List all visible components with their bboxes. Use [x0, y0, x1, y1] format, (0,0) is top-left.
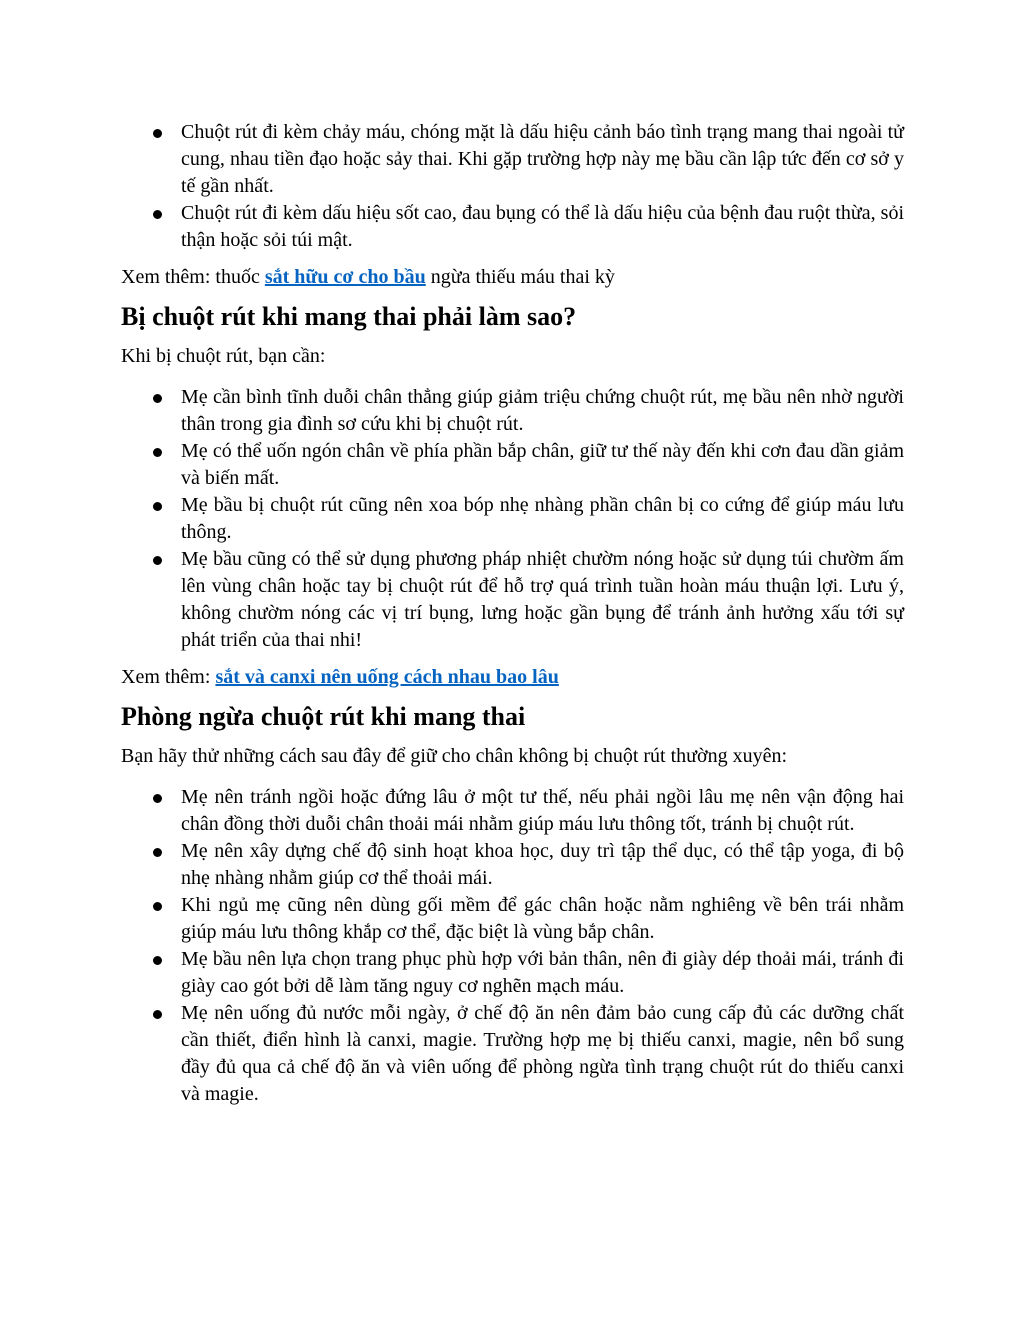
list-item-text: Chuột rút đi kèm chảy máu, chóng mặt là dấu hiệu cảnh báo tình trạng mang thai ngoài tử cung, nhau tiền đạo hoặc sảy thai. Khi gặp trường hợp này mẹ bầu cần lập tức đến cơ sở y tế gần nhất. — [181, 121, 904, 197]
list-item-text: Mẹ bầu bị chuột rút cũng nên xoa bóp nhẹ nhàng phần chân bị co cứng để giúp máu lưu thông. — [181, 494, 904, 543]
list-item-text: Mẹ nên uống đủ nước mỗi ngày, ở chế độ ăn nên đảm bảo cung cấp đủ các dưỡng chất cần thiết, điển hình là canxi, magie. Trường hợp mẹ bị thiếu canxi, magie, nên bổ sung đầy đủ qua cả chế độ ăn và viên uống để phòng ngừa tình trạng chuột rút do thiếu canxi và magie. — [181, 1002, 904, 1105]
list-item — [121, 384, 904, 438]
bullet-icon — [153, 1010, 162, 1019]
warning-signs-list — [121, 119, 904, 254]
section-heading-treatment: Bị chuột rút khi mang thai phải làm sao? — [121, 302, 577, 331]
see-more-paragraph — [121, 264, 904, 291]
see-more-paragraph — [121, 664, 904, 691]
bullet-icon — [153, 448, 162, 457]
treatment-list — [121, 384, 904, 654]
list-item-text: Mẹ nên tránh ngồi hoặc đứng lâu ở một tư thế, nếu phải ngồi lâu mẹ nên vận động hai chân đồng thời duỗi chân thoải mái nhằm giúp máu lưu thông tốt, tránh bị chuột rút. — [181, 786, 904, 835]
list-item — [121, 119, 904, 200]
list-item-text: Mẹ có thể uốn ngón chân về phía phần bắp chân, giữ tư thế này đến khi cơn đau dần giảm và biến mất. — [181, 440, 904, 489]
bullet-icon — [153, 794, 162, 803]
list-item-text: Chuột rút đi kèm dấu hiệu sốt cao, đau bụng có thể là dấu hiệu của bệnh đau ruột thừa, sỏi thận hoặc sỏi túi mật. — [181, 202, 904, 251]
section-intro: Bạn hãy thử những cách sau đây để giữ cho chân không bị chuột rút thường xuyên: — [121, 745, 788, 767]
section-heading-prevention: Phòng ngừa chuột rút khi mang thai — [121, 702, 526, 731]
list-item — [121, 784, 904, 838]
bullet-icon — [153, 129, 162, 138]
iron-supplement-link[interactable]: sắt hữu cơ cho bầu — [264, 266, 426, 288]
see-more-prefix: Xem thêm: — [121, 666, 216, 688]
section-intro: Khi bị chuột rút, bạn cần: — [121, 345, 326, 367]
bullet-icon — [153, 556, 162, 565]
bullet-icon — [153, 956, 162, 965]
list-item — [121, 892, 904, 946]
list-item — [121, 1000, 904, 1108]
see-more-prefix: Xem thêm: thuốc — [121, 266, 265, 288]
see-more-suffix: ngừa thiếu máu thai kỳ — [425, 266, 615, 288]
list-item-text: Mẹ nên xây dựng chế độ sinh hoạt khoa học, duy trì tập thể dục, có thể tập yoga, đi bộ nhẹ nhàng nhằm giúp cơ thể thoải mái. — [181, 840, 904, 889]
bullet-icon — [153, 394, 162, 403]
list-item — [121, 946, 904, 1000]
list-item — [121, 492, 904, 546]
bullet-icon — [153, 502, 162, 511]
list-item-text: Mẹ bầu nên lựa chọn trang phục phù hợp với bản thân, nên đi giày dép thoải mái, tránh đi giày cao gót bởi dễ làm tăng nguy cơ nghẽn mạch máu. — [181, 948, 904, 997]
list-item — [121, 200, 904, 254]
prevention-list — [121, 784, 904, 1108]
bullet-icon — [153, 902, 162, 911]
document-page — [121, 119, 904, 1108]
bullet-icon — [153, 210, 162, 219]
list-item-text: Mẹ bầu cũng có thể sử dụng phương pháp nhiệt chườm nóng hoặc sử dụng túi chườm ấm lên vùng chân hoặc tay bị chuột rút để hỗ trợ quá trình tuần hoàn máu thuận lợi. Lưu ý, không chườm nóng các vị trí bụng, lưng hoặc gần bụng để tránh ảnh hưởng xấu tới sự phát triển của thai nhi! — [181, 548, 904, 651]
list-item — [121, 546, 904, 654]
bullet-icon — [153, 848, 162, 857]
list-item — [121, 838, 904, 892]
list-item-text: Khi ngủ mẹ cũng nên dùng gối mềm để gác chân hoặc nằm nghiêng về bên trái nhằm giúp máu lưu thông khắp cơ thể, đặc biệt là vùng bắp chân. — [181, 894, 904, 943]
list-item — [121, 438, 904, 492]
iron-calcium-link[interactable]: sắt và canxi nên uống cách nhau bao lâu — [215, 666, 559, 688]
list-item-text: Mẹ cần bình tĩnh duỗi chân thẳng giúp giảm triệu chứng chuột rút, mẹ bầu nên nhờ người thân trong gia đình sơ cứu khi bị chuột rút. — [181, 386, 904, 435]
